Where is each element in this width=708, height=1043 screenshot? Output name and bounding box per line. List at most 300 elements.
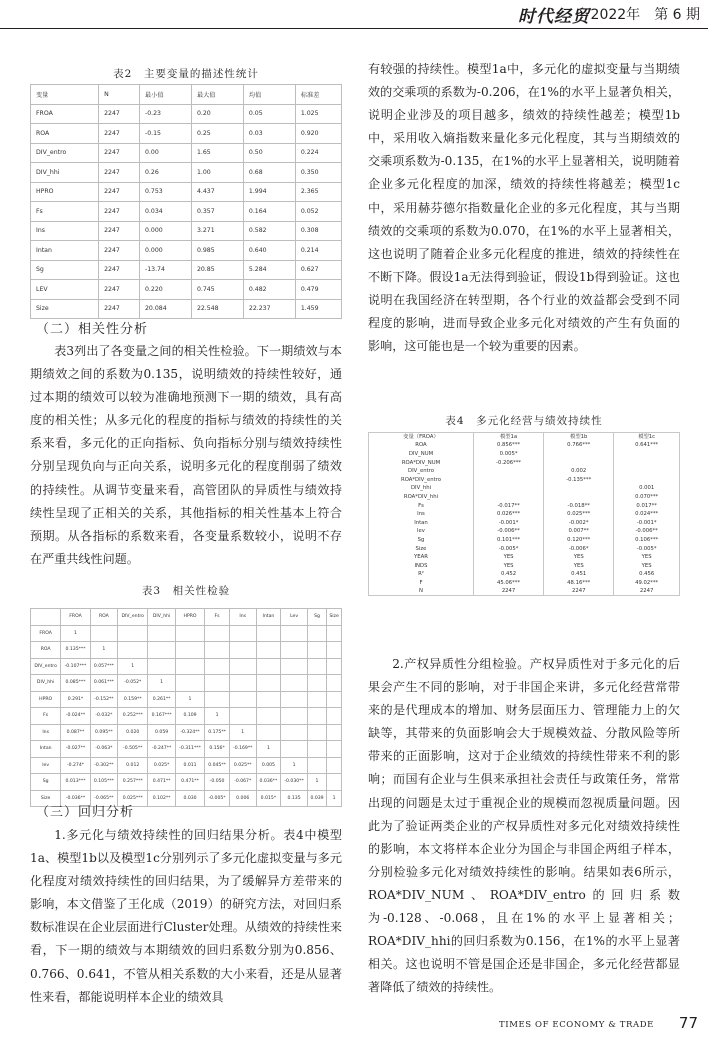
table4-cell: ROA*DIV_NUM	[369, 458, 474, 467]
table2-cell: 0.26	[139, 163, 191, 183]
table4-cell: 49.02***	[614, 579, 680, 588]
table4-cell: -0.006*	[544, 544, 614, 553]
table3-cell: DIV_hhi	[31, 675, 61, 692]
table2-cell: 2247	[99, 280, 140, 300]
table4-cell: -0.001*	[614, 518, 680, 527]
table3-cell: 0.167***	[148, 708, 175, 725]
table4-cell: N	[369, 587, 474, 596]
table3-cell: 0.102**	[148, 790, 175, 807]
table4-row	[369, 570, 680, 579]
table3-cell: 1	[205, 708, 230, 725]
table4-cell: 0.002	[544, 467, 614, 476]
table4-cell: YES	[473, 561, 543, 570]
table3-cell	[281, 741, 308, 758]
table4-cell: -0.017**	[473, 501, 543, 510]
table3-cell	[307, 708, 326, 725]
table2-header-row	[31, 85, 342, 105]
table3-cell: 1	[307, 774, 326, 791]
table4-cell	[614, 467, 680, 476]
table2-cell: 22.548	[191, 299, 243, 319]
table3-header-cell: Sg	[307, 609, 326, 626]
table2-cell: 1.65	[191, 143, 243, 163]
table3-row	[31, 774, 342, 791]
table3-cell: 0.025**	[229, 757, 256, 774]
table3-cell	[205, 658, 230, 675]
table3-header-cell: Fs	[205, 609, 230, 626]
section3-heading: （三）回归分析	[36, 805, 135, 820]
table4-header-cell: 变量（FROA）	[369, 433, 474, 442]
table3-cell	[281, 675, 308, 692]
table3-cell	[175, 625, 204, 642]
table4-cell: 0.452	[473, 570, 543, 579]
table4-row	[369, 475, 680, 484]
table4-cell	[473, 493, 543, 502]
table2-row	[31, 260, 342, 280]
table3-row	[31, 741, 342, 758]
table3-cell	[256, 708, 281, 725]
table3-cell: Intan	[31, 741, 61, 758]
table2-cell: 1.994	[243, 182, 295, 202]
table4-row	[369, 484, 680, 493]
table3-cell	[229, 658, 256, 675]
table2-cell: 2247	[99, 260, 140, 280]
table3-cell	[281, 642, 308, 659]
table3-cell: -0.324**	[175, 724, 204, 741]
table4-row	[369, 536, 680, 545]
table3-cell: 1	[327, 790, 342, 807]
table2-header-cell: 最小值	[139, 85, 191, 105]
table3-cell: DIV_entro	[31, 658, 61, 675]
table4-row	[369, 450, 680, 459]
table4-cell: 2247	[544, 587, 614, 596]
table3-header-cell: HPRO	[175, 609, 204, 626]
table2-cell: 0.220	[139, 280, 191, 300]
table3-cell: 0.025*	[148, 757, 175, 774]
table2-cell: 1.00	[191, 163, 243, 183]
table3-cell	[256, 724, 281, 741]
table4-cell: DIV_hhi	[369, 484, 474, 493]
footer-journal-en: TIMES OF ECONOMY & TRADE	[498, 1020, 654, 1030]
table3-cell	[256, 691, 281, 708]
table4-row	[369, 579, 680, 588]
table2-cell: 0.164	[243, 202, 295, 222]
table3-row	[31, 724, 342, 741]
table4-cell: 0.070***	[614, 493, 680, 502]
table3-cell: -0.063*	[90, 741, 117, 758]
table3-cell	[281, 691, 308, 708]
table4-row	[369, 561, 680, 570]
table3-cell: 1	[256, 741, 281, 758]
table3-header-cell: Lev	[281, 609, 308, 626]
table3-cell	[229, 642, 256, 659]
table2-header-cell: 变量	[31, 85, 99, 105]
table3-cell: 1	[118, 658, 148, 675]
table4-cell: YES	[544, 561, 614, 570]
table2-cell: 0.350	[295, 163, 341, 183]
table2-cell: 0.25	[191, 124, 243, 144]
table3-cell	[118, 625, 148, 642]
table2-cell: 2247	[99, 299, 140, 319]
table4-cell: 0.451	[544, 570, 614, 579]
table3-cell	[229, 675, 256, 692]
table2-cell: 0.68	[243, 163, 295, 183]
table2-cell: Size	[31, 299, 99, 319]
table3-cell: -0.052*	[118, 675, 148, 692]
table2-cell: 0.308	[295, 221, 341, 241]
table4-header-cell: 模型1b	[544, 433, 614, 442]
table3-cell: -0.274*	[61, 757, 90, 774]
table2-cell: 0.640	[243, 241, 295, 261]
table4-cell: Sg	[369, 536, 474, 545]
table2-cell: FROA	[31, 104, 99, 124]
table2-cell: 1.459	[295, 299, 341, 319]
table4-cell: Intan	[369, 518, 474, 527]
table3-cell	[327, 774, 342, 791]
table2-row	[31, 104, 342, 124]
table4-cell: 0.456	[614, 570, 680, 579]
table3-cell: 0.291*	[61, 691, 90, 708]
table4-header-cell: 模型1c	[614, 433, 680, 442]
table3-cell: -0.247**	[148, 741, 175, 758]
table4-row	[369, 518, 680, 527]
table3-cell: 0.159**	[118, 691, 148, 708]
table3-row	[31, 625, 342, 642]
table3-cell	[90, 625, 117, 642]
table2-cell: 2247	[99, 221, 140, 241]
table4-cell: DIV_entro	[369, 467, 474, 476]
table3-cell	[281, 708, 308, 725]
table3-cell: 0.030	[175, 790, 204, 807]
table4-cell: 0.641***	[614, 441, 680, 450]
table3-header-cell: Ins	[229, 609, 256, 626]
table3-cell: -0.107***	[61, 658, 90, 675]
table3-cell	[118, 642, 148, 659]
table3-row	[31, 675, 342, 692]
table3-cell: 0.085***	[61, 675, 90, 692]
table4-cell: YES	[614, 561, 680, 570]
table4-cell	[544, 450, 614, 459]
table4-cell	[614, 458, 680, 467]
table4-row	[369, 467, 680, 476]
right-paragraph-2: 2.产权异质性分组检验。产权异质性对于多元化的后果会产生不同的影响，对于非国企来讲，多元化经营常带来的是代理成本的增加、财务层面压力、管理能力上的欠缺等，其带来的负面影响会大于规模效益、分散风险等所带来的正面影响，这对于企业绩效的持续性带来不利的影响；而国有企业与生俱来承担社会责任与政策任务，常常出现的问题是太过于重视企业的规模而忽视质量问题。因此为了验证两类企业的产权异质性对多元化对绩效持续性的影响，本文将样本企业分为国企与非国企两组子样本，分别检验多元化对绩效持续性的影响。结果如表6所示，ROA*DIV_NUM、ROA*DIV_entro的回归系数为-0.128、-0.068，且在1%的水平上显著相关；ROA*DIV_hhi的回归系数为0.156，在1%的水平上显著相关。这也说明不管是国企还是非国企，多元化经营都显著降低了绩效的持续性。	[368, 657, 680, 995]
table3-row	[31, 691, 342, 708]
table2-cell: -0.23	[139, 104, 191, 124]
table4-cell: DIV_NUM	[369, 450, 474, 459]
table2-row	[31, 143, 342, 163]
table4-cell: 45.06***	[473, 579, 543, 588]
table3-cell: 0.011	[175, 757, 204, 774]
table3-row	[31, 642, 342, 659]
table4-cell	[544, 484, 614, 493]
table2-cell: 0.582	[243, 221, 295, 241]
table2-row	[31, 221, 342, 241]
table4-cell: -0.006**	[473, 527, 543, 536]
table3-cell: -0.169**	[229, 741, 256, 758]
table2-header-cell: 标准差	[295, 85, 341, 105]
table3-cell: Size	[31, 790, 61, 807]
table2-cell: 0.00	[139, 143, 191, 163]
table3-cell: 0.015*	[256, 790, 281, 807]
table4-row	[369, 441, 680, 450]
table3-cell: 0.045**	[205, 757, 230, 774]
table2-header-cell: 最大值	[191, 85, 243, 105]
table2-header-cell: 均值	[243, 85, 295, 105]
table3-header-cell: Intan	[256, 609, 281, 626]
table2-cell: 0.052	[295, 202, 341, 222]
table3-cell	[205, 691, 230, 708]
table4-cell	[473, 484, 543, 493]
section2-paragraph: 表3列出了各变量之间的相关性检验。下一期绩效与本期绩效之间的系数为0.135，说明绩效的持续性较好，通过本期的绩效可以较为准确地预测下一期的绩效，具有高度的相关性；从多元化的程度的指标与绩效的持续性的关系来看，多元化的正向指标、负向指标分别与绩效持续性分别呈现负向与正向关系，说明多元化的程度削弱了绩效的持续性。从调节变量来看，高管团队的异质性与绩效持续性呈现了正相关的关系，其他指标的相关性基本上符合预期。从各指标的系数来看，各变量系数较小，说明不存在严重共线性问题。	[30, 344, 342, 566]
table3-cell: Sg	[31, 774, 61, 791]
table4-cell: 0.120***	[544, 536, 614, 545]
table2-row	[31, 124, 342, 144]
table3-header-cell: FROA	[61, 609, 90, 626]
table3-cell	[281, 724, 308, 741]
table4-cell: 0.856***	[473, 441, 543, 450]
table2-cell: 2247	[99, 143, 140, 163]
table4-cell: INDS	[369, 561, 474, 570]
table2-header-cell: N	[99, 85, 140, 105]
table3-cell	[229, 691, 256, 708]
table3-cell: -0.032*	[90, 708, 117, 725]
table3-cell: Ins	[31, 724, 61, 741]
table3-caption: 表3 相关性检验	[141, 585, 231, 597]
table3-cell: 0.471**	[148, 774, 175, 791]
table3-cell	[327, 658, 342, 675]
table3-cell: 0.061***	[90, 675, 117, 692]
table4-cell: 0.106***	[614, 536, 680, 545]
table4-cell: 0.017**	[614, 501, 680, 510]
table2-cell: LEV	[31, 280, 99, 300]
table3-cell: -0.302**	[90, 757, 117, 774]
table4-row	[369, 493, 680, 502]
table4-cell: -0.135***	[544, 475, 614, 484]
table3-cell: FROA	[31, 625, 61, 642]
table2-cell: -13.74	[139, 260, 191, 280]
table3-correlation	[30, 608, 342, 807]
table4-cell: 48.16***	[544, 579, 614, 588]
section2-heading: （二）相关性分析	[36, 322, 149, 337]
table2-row	[31, 280, 342, 300]
table3-cell: 0.005	[256, 757, 281, 774]
table3-cell	[175, 675, 204, 692]
table3-cell: -0.152**	[90, 691, 117, 708]
table2-row	[31, 202, 342, 222]
table3-cell: 0.105***	[90, 774, 117, 791]
table2-row	[31, 163, 342, 183]
table3-cell	[148, 625, 175, 642]
table3-cell	[148, 642, 175, 659]
table3-cell: 1	[61, 625, 90, 642]
table2-cell: Intan	[31, 241, 99, 261]
table4-cell: 0.024***	[614, 510, 680, 519]
table3-cell	[256, 658, 281, 675]
table3-cell: 0.135***	[61, 642, 90, 659]
table4-cell	[614, 450, 680, 459]
table2-cell: 4.437	[191, 182, 243, 202]
table3-cell	[281, 625, 308, 642]
table3-cell: 0.257***	[118, 774, 148, 791]
table3-cell: 0.006	[229, 790, 256, 807]
table4-cell: -0.005*	[473, 544, 543, 553]
table3-cell	[256, 642, 281, 659]
table2-cell: 0.20	[191, 104, 243, 124]
table3-row	[31, 757, 342, 774]
table3-cell	[307, 658, 326, 675]
table3-cell: -0.036**	[61, 790, 90, 807]
table4-regression	[368, 432, 680, 596]
table3-cell: -0.067*	[229, 774, 256, 791]
header-rule	[0, 28, 708, 29]
table4-cell: -0.005*	[614, 544, 680, 553]
table3-cell	[281, 658, 308, 675]
table2-cell: 0.214	[295, 241, 341, 261]
table3-cell: -0.005*	[205, 790, 230, 807]
table2-cell: 2247	[99, 104, 140, 124]
table3-cell: -0.024**	[61, 708, 90, 725]
table4-cell: -0.206***	[473, 458, 543, 467]
table3-cell: 0.057***	[90, 658, 117, 675]
table3-cell	[327, 691, 342, 708]
table4-cell: 0.026***	[473, 510, 543, 519]
table3-cell	[256, 625, 281, 642]
table4-cell: YES	[473, 553, 543, 562]
table4-cell: 2247	[614, 587, 680, 596]
table2-cell: 0.05	[243, 104, 295, 124]
table2-cell: 0.000	[139, 221, 191, 241]
right-paragraph-1: 有较强的持续性。模型1a中，多元化的虚拟变量与当期绩效的交乘项的系数为-0.206，在1%的水平上显著负相关，说明企业涉及的项目越多，绩效的持续性越差；模型1b中，采用收入熵指数来量化多元化程度，其与当期绩效的交乘项系数为-0.135，在1%的水平上显著相关，说明随着企业多元化程度的加深，绩效的持续性将越差；模型1c中，采用赫芬德尔指数量化企业的多元化程度，其与当期绩效的交乘项的系数为0.070，在1%的水平上显著相关，这也说明了随着企业多元化程度的推进，绩效的持续性在不断下降。假设1a无法得到验证，假设1b得到验证。这也说明在我国经济在转型期，各个行业的效益都会受到不同程度的影响，进而导致企业多元化对绩效的产生有负面的影响，这可能也是一个较为重要的因素。	[368, 62, 680, 354]
table4-cell: 0.005*	[473, 450, 543, 459]
table2-cell: 0.985	[191, 241, 243, 261]
table2-cell: 2247	[99, 163, 140, 183]
table3-cell: 0.013***	[61, 774, 90, 791]
table3-cell: 1	[281, 757, 308, 774]
table2-caption: 表2 主要变量的描述性统计	[113, 68, 259, 80]
table2-cell: 2247	[99, 182, 140, 202]
table2-cell: 0.627	[295, 260, 341, 280]
table3-cell	[327, 757, 342, 774]
table2-cell: ROA	[31, 124, 99, 144]
table3-header-cell: DIV_entro	[118, 609, 148, 626]
table2-cell: 0.482	[243, 280, 295, 300]
table4-cell: ROA	[369, 441, 474, 450]
table2-cell: 0.224	[295, 143, 341, 163]
table4-cell: 2247	[473, 587, 543, 596]
table3-cell	[307, 642, 326, 659]
table3-cell	[256, 675, 281, 692]
table4-cell: -0.006**	[614, 527, 680, 536]
table2-cell: 2247	[99, 241, 140, 261]
table3-header-cell: Size	[327, 609, 342, 626]
section3-paragraph: 1.多元化与绩效持续性的回归结果分析。表4中模型1a、模型1b以及模型1c分别列示了多元化虚拟变量与多元化程度对绩效持续性的回归结果，为了缓解异方差带来的影响，本文借鉴了王化成（2019）的研究方法，对回归系数标准误在企业层面进行Cluster处理。从绩效的持续性来看，下一期的绩效与本期绩效的回归系数分别为0.856、0.766、0.641，不管从相关系数的大小来看，还是从显著性来看，都能说明样本企业的绩效具	[30, 828, 342, 1004]
table4-cell: 0.025***	[544, 510, 614, 519]
table4-cell: F	[369, 579, 474, 588]
table4-cell: Size	[369, 544, 474, 553]
table3-cell	[307, 691, 326, 708]
table2-row	[31, 182, 342, 202]
table2-cell: 0.753	[139, 182, 191, 202]
table4-cell: -0.001*	[473, 518, 543, 527]
table3-cell: -0.050	[205, 774, 230, 791]
table3-cell	[175, 642, 204, 659]
table2-cell: -0.15	[139, 124, 191, 144]
table4-row	[369, 544, 680, 553]
table2-cell: HPRO	[31, 182, 99, 202]
table4-row	[369, 527, 680, 536]
table2-cell: 20.85	[191, 260, 243, 280]
table2-cell: 0.357	[191, 202, 243, 222]
table2-row	[31, 299, 342, 319]
table2-cell: 0.000	[139, 241, 191, 261]
table3-cell	[327, 724, 342, 741]
table3-cell: -0.027**	[61, 741, 90, 758]
table3-cell	[205, 625, 230, 642]
table3-cell	[327, 708, 342, 725]
table3-cell	[327, 675, 342, 692]
table3-cell: 0.471**	[175, 774, 204, 791]
table4-caption: 表4 多元化经营与绩效持续性	[445, 415, 603, 427]
table3-cell	[307, 757, 326, 774]
issue-year: 2022年	[590, 7, 641, 23]
journal-name: 时代经贸	[518, 7, 590, 27]
issue-info	[591, 4, 700, 24]
table3-cell: HPRO	[31, 691, 61, 708]
table3-row	[31, 708, 342, 725]
table3-cell: Fs	[31, 708, 61, 725]
table4-cell	[473, 467, 543, 476]
table2-cell: 0.03	[243, 124, 295, 144]
table2-cell: Sg	[31, 260, 99, 280]
table4-cell	[544, 458, 614, 467]
table3-cell: ROA	[31, 642, 61, 659]
table2-cell: 2.365	[295, 182, 341, 202]
table3-cell: 0.025***	[118, 790, 148, 807]
table4-row	[369, 587, 680, 596]
table3-cell	[307, 625, 326, 642]
table4-cell: 0.766***	[544, 441, 614, 450]
table2-descriptive-stats	[30, 84, 342, 319]
table3-cell	[148, 658, 175, 675]
table4-cell: YES	[614, 553, 680, 562]
table3-cell: 0.135	[281, 790, 308, 807]
table2-cell: DIV_hhi	[31, 163, 99, 183]
table4-header-row	[369, 433, 680, 442]
table3-cell: 1	[148, 675, 175, 692]
table3-cell: 1	[175, 691, 204, 708]
table4-cell: -0.018**	[544, 501, 614, 510]
table3-cell: 0.012	[118, 757, 148, 774]
table4-cell: -0.002*	[544, 518, 614, 527]
table2-cell: 3.271	[191, 221, 243, 241]
table4-row	[369, 458, 680, 467]
table4-cell: lev	[369, 527, 474, 536]
table4-cell	[473, 475, 543, 484]
table2-cell: 20.084	[139, 299, 191, 319]
table3-cell: 0.252***	[118, 708, 148, 725]
table4-row	[369, 501, 680, 510]
table2-cell: Ins	[31, 221, 99, 241]
table3-header-row	[31, 609, 342, 626]
table4-cell: Ins	[369, 510, 474, 519]
table2-cell: 0.034	[139, 202, 191, 222]
table3-row	[31, 658, 342, 675]
table2-cell: 1.025	[295, 104, 341, 124]
table3-cell	[327, 741, 342, 758]
table4-cell: YES	[544, 553, 614, 562]
table3-cell	[229, 625, 256, 642]
table3-cell: -0.030**	[281, 774, 308, 791]
table4-row	[369, 510, 680, 519]
